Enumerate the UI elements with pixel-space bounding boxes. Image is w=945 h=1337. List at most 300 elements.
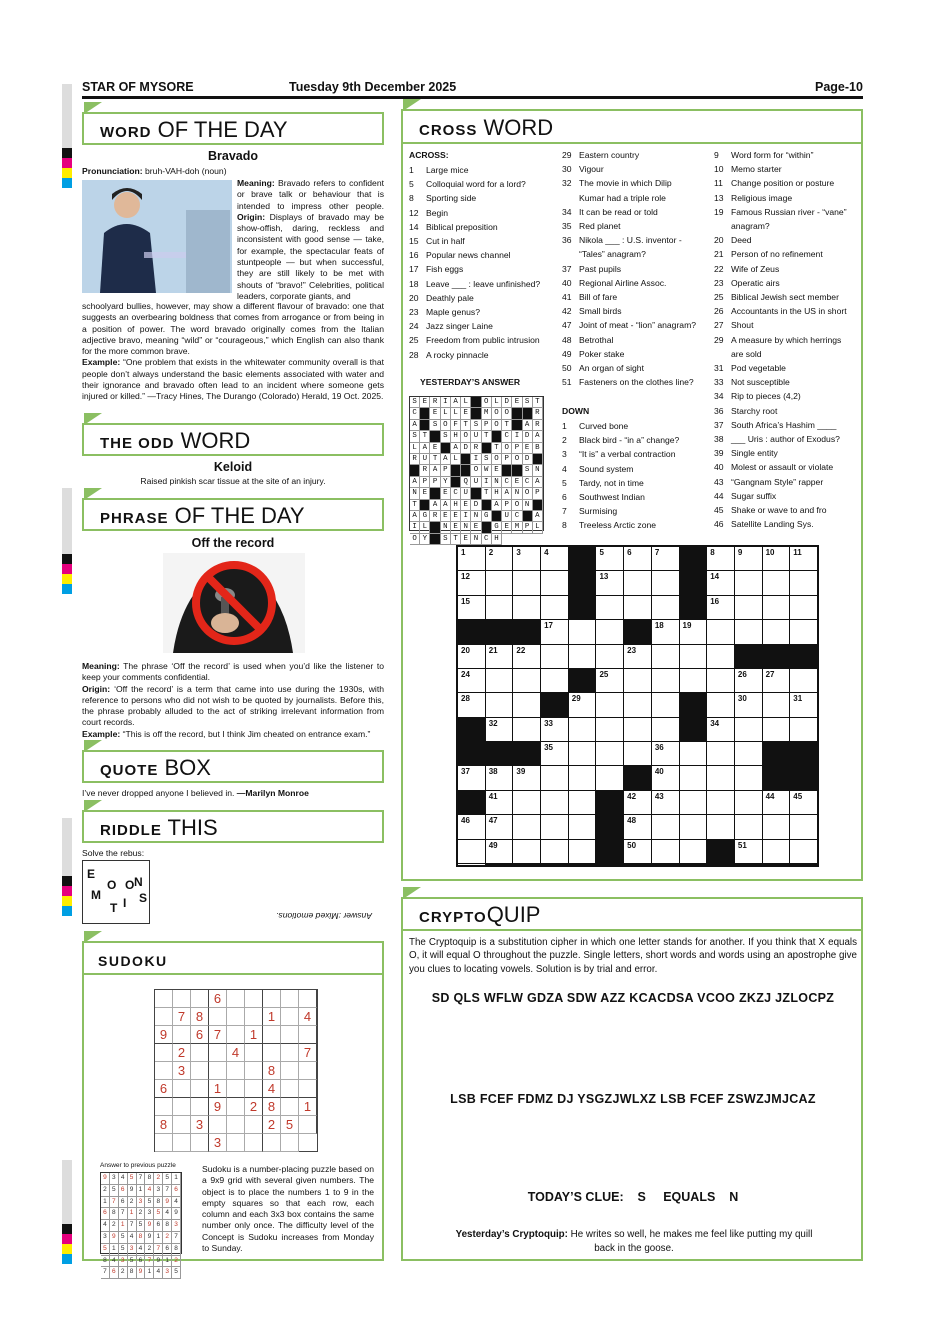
crossword-cell[interactable] (513, 596, 540, 619)
sudoku-cell[interactable] (173, 1134, 191, 1152)
answer-cell: S (410, 397, 420, 408)
sudoku-cell[interactable] (155, 990, 173, 1008)
sudoku-cell[interactable] (227, 1026, 245, 1044)
sudoku-cell[interactable] (191, 1134, 209, 1152)
crossword-cell[interactable] (513, 791, 540, 814)
crossword-black-cell (680, 547, 707, 570)
crossword-cell[interactable] (569, 645, 596, 668)
clue-text: Nikola ___ : U.S. inventor - (579, 235, 682, 246)
crossword-cell[interactable] (541, 571, 568, 594)
answer-cell: A (451, 443, 461, 454)
sudoku-cell[interactable] (191, 1080, 209, 1098)
crossword-cell[interactable] (596, 766, 623, 789)
crossword-cell[interactable] (541, 669, 568, 692)
answer-cell: A (410, 477, 420, 488)
crossword-cell[interactable] (735, 766, 762, 789)
crossword-cell[interactable]: 42 (624, 791, 651, 814)
crossword-cell[interactable] (541, 791, 568, 814)
print-registration-marks (62, 84, 72, 188)
crossword-cell[interactable] (569, 840, 596, 863)
crossword-cell[interactable]: 24 (458, 669, 485, 692)
sudoku-cell[interactable] (173, 1026, 191, 1044)
crossword-cell[interactable]: 28 (458, 693, 485, 716)
answer-cell: R (533, 420, 543, 431)
sudoku-cell[interactable] (263, 1044, 281, 1062)
crossword-cell[interactable] (707, 815, 734, 838)
clue-number: 8 (409, 193, 414, 204)
clue-number: 48 (562, 334, 572, 345)
sudoku-cell[interactable]: 9 (209, 1098, 227, 1116)
crossword-cell[interactable] (680, 791, 707, 814)
prev-sudoku-cell: 2 (172, 1256, 181, 1268)
sudoku-cell[interactable]: 6 (209, 990, 227, 1008)
crossword-cell[interactable] (569, 766, 596, 789)
crossword-cell[interactable] (596, 718, 623, 741)
clue-item (562, 176, 712, 190)
crossword-cell[interactable] (541, 645, 568, 668)
crossword-cell[interactable]: 27 (763, 669, 790, 692)
sudoku-cell[interactable] (155, 1134, 173, 1152)
crossword-cell[interactable] (707, 693, 734, 716)
crossword-cell[interactable]: 12 (458, 571, 485, 594)
crossword-cell[interactable]: 16 (707, 596, 734, 619)
sudoku-cell[interactable] (245, 1062, 263, 1080)
crossword-cell[interactable]: 10 (763, 547, 790, 570)
crossword-cell[interactable]: 39 (513, 766, 540, 789)
crossword-black-cell (624, 620, 651, 643)
crossword-cell[interactable] (790, 669, 817, 692)
odd-word-meaning: Raised pinkish scar tissue at the site of an injury. (140, 476, 326, 486)
sudoku-cell[interactable]: 2 (263, 1116, 281, 1134)
sudoku-cell[interactable] (299, 1080, 317, 1098)
crossword-black-cell (763, 645, 790, 668)
sudoku-cell[interactable] (209, 1116, 227, 1134)
sudoku-cell[interactable] (281, 1026, 299, 1044)
sudoku-cell[interactable] (245, 1044, 263, 1062)
crossword-cell[interactable] (624, 693, 651, 716)
clue-text: Vigour (579, 164, 604, 175)
answer-black-cell (533, 454, 543, 465)
crossword-cell[interactable] (513, 815, 540, 838)
crossword-cell[interactable]: 21 (486, 645, 513, 668)
prev-sudoku-cell: 7 (163, 1185, 172, 1197)
sudoku-cell[interactable] (263, 1134, 281, 1152)
sudoku-cell[interactable]: 8 (155, 1116, 173, 1134)
clue-number: 40 (714, 462, 724, 473)
crossword-cell[interactable]: 41 (486, 791, 513, 814)
sudoku-cell[interactable] (245, 1008, 263, 1026)
crossword-cell[interactable] (707, 742, 734, 765)
sudoku-cell[interactable] (299, 1062, 317, 1080)
crossword-cell[interactable] (596, 693, 623, 716)
crossword-cell[interactable]: 32 (486, 718, 513, 741)
crossword-cell[interactable] (790, 620, 817, 643)
crossword-cell[interactable] (735, 571, 762, 594)
sudoku-cell[interactable] (245, 1080, 263, 1098)
clue-item (562, 247, 712, 261)
crossword-cell[interactable] (486, 596, 513, 619)
sudoku-cell[interactable] (281, 1098, 299, 1116)
sudoku-cell[interactable] (173, 1116, 191, 1134)
sudoku-cell[interactable]: 3 (209, 1134, 227, 1152)
crossword-cell[interactable]: 8 (707, 547, 734, 570)
crossword-cell[interactable] (680, 742, 707, 765)
sudoku-cell[interactable] (191, 1062, 209, 1080)
answer-black-cell (430, 488, 440, 499)
crossword-cell[interactable] (735, 620, 762, 643)
answer-cell: Y (420, 534, 430, 545)
crossword-black-cell (458, 620, 485, 643)
section-title-prefix: CROSS (419, 122, 478, 139)
answer-cell: L (451, 408, 461, 419)
sudoku-cell[interactable]: 3 (191, 1116, 209, 1134)
clue-text: Maple genus? (426, 307, 480, 318)
crossword-cell[interactable] (624, 596, 651, 619)
crossword-cell[interactable] (763, 718, 790, 741)
crossword-cell[interactable] (569, 815, 596, 838)
sudoku-cell[interactable] (209, 1062, 227, 1080)
prev-sudoku-cell: 9 (137, 1267, 146, 1279)
crossword-cell[interactable] (763, 840, 790, 863)
crossword-cell[interactable] (680, 840, 707, 863)
answer-cell: M (482, 408, 492, 419)
crossword-cell[interactable]: 9 (735, 547, 762, 570)
prev-sudoku-cell: 2 (101, 1185, 110, 1197)
section-title: WORD (477, 115, 554, 140)
answer-cell: P (512, 443, 522, 454)
clue-number: 36 (562, 235, 572, 246)
crossword-cell[interactable] (735, 791, 762, 814)
sudoku-cell[interactable] (281, 1062, 299, 1080)
across-label: ACROSS: (409, 150, 449, 160)
sudoku-cell[interactable]: 5 (281, 1116, 299, 1134)
sudoku-cell[interactable] (155, 1044, 173, 1062)
crossword-cell[interactable] (790, 815, 817, 838)
answer-black-cell (512, 465, 522, 476)
clue-text: The movie in which Dilip (579, 178, 672, 189)
crossword-cell[interactable] (763, 571, 790, 594)
rebus-letter: O (107, 878, 117, 892)
clue-number: 5 (409, 179, 414, 190)
crossword-cell[interactable] (790, 718, 817, 741)
clue-text: Tardy, not in time (579, 477, 644, 488)
sudoku-cell[interactable] (227, 1062, 245, 1080)
sudoku-cell[interactable] (281, 1008, 299, 1026)
answer-cell: T (430, 454, 440, 465)
sudoku-cell[interactable] (227, 990, 245, 1008)
crossword-cell[interactable] (680, 669, 707, 692)
sudoku-cell[interactable] (245, 1116, 263, 1134)
crossword-cell[interactable] (486, 693, 513, 716)
yesterday-cryptoquip-label: Yesterday’s Cryptoquip: (455, 1229, 568, 1240)
sudoku-cell[interactable]: 8 (263, 1062, 281, 1080)
crossword-cell[interactable] (652, 571, 679, 594)
crossword-cell[interactable] (680, 766, 707, 789)
clue-item (409, 191, 559, 205)
clue-text: Starchy root (731, 405, 778, 416)
crossword-cell[interactable] (707, 645, 734, 668)
sudoku-cell[interactable]: 7 (173, 1008, 191, 1026)
crossword-cell[interactable] (541, 766, 568, 789)
clue-item (714, 290, 859, 304)
crossword-cell[interactable] (569, 791, 596, 814)
crossword-cell[interactable] (513, 840, 540, 863)
crossword-cell[interactable]: 47 (486, 815, 513, 838)
prev-sudoku-cell: 9 (163, 1197, 172, 1209)
sudoku-cell[interactable] (299, 990, 317, 1008)
clue-item (714, 347, 859, 361)
crossword-cell[interactable] (707, 791, 734, 814)
sudoku-cell[interactable] (299, 1026, 317, 1044)
sudoku-cell[interactable]: 2 (245, 1098, 263, 1116)
crossword-cell[interactable]: 17 (541, 620, 568, 643)
sudoku-cell[interactable] (155, 1062, 173, 1080)
answer-cell: N (410, 488, 420, 499)
crossword-cell[interactable]: 35 (541, 742, 568, 765)
crossword-cell[interactable] (624, 571, 651, 594)
example-label: Example: (82, 728, 121, 739)
clue-item (409, 348, 559, 362)
sudoku-cell[interactable] (245, 1134, 263, 1152)
crossword-cell[interactable] (763, 596, 790, 619)
crossword-cell[interactable] (763, 815, 790, 838)
crossword-cell[interactable]: 18 (652, 620, 679, 643)
sudoku-cell[interactable] (227, 1080, 245, 1098)
crossword-cell[interactable] (596, 596, 623, 619)
crossword-cell[interactable]: 23 (624, 645, 651, 668)
answer-cell: N (512, 488, 522, 499)
crossword-cell[interactable] (458, 840, 485, 863)
crossword-cell[interactable]: 30 (735, 693, 762, 716)
crossword-cell[interactable]: 5 (596, 547, 623, 570)
crossword-cell[interactable] (569, 620, 596, 643)
crossword-cell[interactable]: 31 (790, 693, 817, 716)
prev-sudoku-cell: 9 (145, 1232, 154, 1244)
answer-cell: D (502, 397, 512, 408)
crossword-cell[interactable] (790, 596, 817, 619)
crossword-cell[interactable] (624, 669, 651, 692)
crossword-cell[interactable]: 29 (569, 693, 596, 716)
crossword-cell[interactable]: 49 (486, 840, 513, 863)
crossword-cell[interactable]: 46 (458, 815, 485, 838)
crossword-cell[interactable] (541, 815, 568, 838)
clue-item (409, 177, 559, 191)
crossword-cell[interactable] (735, 596, 762, 619)
crossword-cell[interactable]: 45 (790, 791, 817, 814)
crossword-cell[interactable]: 48 (624, 815, 651, 838)
crossword-cell[interactable] (624, 718, 651, 741)
sudoku-cell[interactable]: 4 (227, 1044, 245, 1062)
sudoku-cell[interactable] (155, 1098, 173, 1116)
sudoku-cell[interactable] (227, 1008, 245, 1026)
clue-number: 17 (409, 264, 419, 275)
sudoku-cell[interactable] (173, 990, 191, 1008)
crossword-cell[interactable]: 19 (680, 620, 707, 643)
crossword-cell[interactable] (458, 864, 485, 865)
crossword-cell[interactable] (735, 718, 762, 741)
sudoku-cell[interactable] (281, 1134, 299, 1152)
crossword-cell[interactable] (707, 766, 734, 789)
sudoku-cell[interactable]: 6 (191, 1026, 209, 1044)
crossword-cell[interactable] (569, 718, 596, 741)
crossword-cell[interactable] (486, 571, 513, 594)
answer-cell: A (533, 511, 543, 522)
sudoku-cell[interactable] (281, 1080, 299, 1098)
clue-text: Pod vegetable (731, 363, 786, 374)
crossword-cell[interactable] (652, 693, 679, 716)
answer-cell: L (533, 522, 543, 533)
sudoku-cell[interactable]: 8 (263, 1098, 281, 1116)
crossword-cell[interactable] (680, 645, 707, 668)
sudoku-cell[interactable] (227, 1098, 245, 1116)
crossword-cell[interactable] (513, 693, 540, 716)
crossword-cell[interactable]: 2 (486, 547, 513, 570)
crossword-cell[interactable] (513, 571, 540, 594)
sudoku-cell[interactable] (191, 1044, 209, 1062)
rebus-letter: T (110, 901, 118, 915)
crossword-cell[interactable] (624, 742, 651, 765)
sudoku-cell[interactable]: 1 (209, 1080, 227, 1098)
crossword-cell[interactable]: 20 (458, 645, 485, 668)
crossword-cell[interactable] (735, 815, 762, 838)
sudoku-cell[interactable] (191, 1098, 209, 1116)
crossword-cell[interactable] (486, 669, 513, 692)
crossword-cell[interactable]: 40 (652, 766, 679, 789)
crossword-cell[interactable] (680, 815, 707, 838)
crossword-cell[interactable] (763, 620, 790, 643)
crossword-cell[interactable] (652, 596, 679, 619)
crossword-cell[interactable] (707, 669, 734, 692)
clue-item (714, 404, 859, 418)
sudoku-cell[interactable]: 1 (263, 1008, 281, 1026)
answer-black-cell (410, 465, 420, 476)
crossword-cell[interactable]: 43 (652, 791, 679, 814)
sudoku-cell[interactable] (281, 990, 299, 1008)
crossword-cell[interactable] (707, 620, 734, 643)
crossword-cell[interactable]: 34 (707, 718, 734, 741)
crossword-cell[interactable] (652, 840, 679, 863)
sudoku-cell[interactable] (299, 1116, 317, 1134)
crossword-cell[interactable] (596, 742, 623, 765)
sudoku-cell[interactable] (245, 990, 263, 1008)
crossword-cell[interactable]: 50 (624, 840, 651, 863)
sudoku-cell[interactable]: 2 (173, 1044, 191, 1062)
answer-cell: O (512, 500, 522, 511)
answer-cell: L (492, 397, 502, 408)
crossword-cell[interactable] (513, 669, 540, 692)
crossword-cell[interactable]: 11 (790, 547, 817, 570)
crossword-cell[interactable]: 33 (541, 718, 568, 741)
prev-sudoku-cell: 7 (101, 1267, 110, 1279)
sudoku-cell[interactable] (281, 1044, 299, 1062)
answer-cell: A (533, 477, 543, 488)
crossword-cell[interactable] (790, 571, 817, 594)
answer-cell: D (461, 443, 471, 454)
crossword-cell[interactable] (596, 620, 623, 643)
clue-text: Poker stake (579, 348, 625, 359)
sudoku-cell[interactable]: 1 (299, 1098, 317, 1116)
crossword-cell[interactable]: 36 (652, 742, 679, 765)
answer-black-cell (482, 522, 492, 533)
sudoku-cell[interactable] (191, 990, 209, 1008)
sudoku-cell[interactable] (263, 990, 281, 1008)
answer-cell: R (533, 408, 543, 419)
sudoku-cell[interactable] (263, 1026, 281, 1044)
clue-number: 4 (562, 463, 567, 474)
clue-item (714, 318, 859, 332)
crossword-cell[interactable]: 7 (652, 547, 679, 570)
sudoku-cell[interactable]: 7 (209, 1026, 227, 1044)
crossword-cell[interactable] (790, 840, 817, 863)
crossword-cell[interactable]: 51 (735, 840, 762, 863)
sudoku-cell[interactable]: 3 (173, 1062, 191, 1080)
sudoku-grid[interactable] (154, 989, 318, 1152)
clue-text: Popular news channel (426, 250, 511, 261)
sudoku-cell[interactable]: 9 (155, 1026, 173, 1044)
crossword-cell[interactable]: 15 (458, 596, 485, 619)
sudoku-cell[interactable] (173, 1098, 191, 1116)
crossword-cell[interactable]: 26 (735, 669, 762, 692)
answer-cell: H (451, 500, 461, 511)
crossword-cell[interactable] (569, 742, 596, 765)
answer-cell: E (461, 500, 471, 511)
crossword-cell[interactable] (596, 645, 623, 668)
crossword-cell[interactable]: 6 (624, 547, 651, 570)
crossword-cell[interactable] (652, 669, 679, 692)
sudoku-cell[interactable] (227, 1134, 245, 1152)
crossword-cell[interactable]: 44 (763, 791, 790, 814)
sudoku-cell[interactable] (155, 1008, 173, 1026)
prev-sudoku-cell: 8 (172, 1244, 181, 1256)
crossword-cell[interactable] (513, 718, 540, 741)
crossword-cell[interactable] (541, 840, 568, 863)
sudoku-cell[interactable]: 4 (299, 1008, 317, 1026)
sudoku-cell[interactable] (227, 1116, 245, 1134)
sudoku-cell[interactable]: 7 (299, 1044, 317, 1062)
crossword-cell[interactable] (652, 645, 679, 668)
sudoku-cell[interactable]: 4 (263, 1080, 281, 1098)
crossword-cell[interactable] (541, 596, 568, 619)
clue-number: 28 (409, 349, 419, 360)
crossword-cell[interactable]: 37 (458, 766, 485, 789)
crossword-cell[interactable] (735, 742, 762, 765)
crossword-cell[interactable]: 4 (541, 547, 568, 570)
sudoku-cell[interactable]: 1 (245, 1026, 263, 1044)
sudoku-cell[interactable] (209, 1044, 227, 1062)
answer-cell: E (420, 397, 430, 408)
crossword-cell[interactable]: 25 (596, 669, 623, 692)
crossword-cell[interactable]: 14 (707, 571, 734, 594)
answer-cell: C (451, 488, 461, 499)
sudoku-cell[interactable]: 6 (155, 1080, 173, 1098)
crossword-cell[interactable]: 1 (458, 547, 485, 570)
sudoku-cell[interactable]: 8 (191, 1008, 209, 1026)
answer-cell: T (451, 534, 461, 545)
crossword-cell[interactable] (652, 718, 679, 741)
crossword-cell[interactable] (763, 693, 790, 716)
crossword-cell[interactable]: 38 (486, 766, 513, 789)
answer-cell: E (471, 522, 481, 533)
crossword-cell[interactable]: 22 (513, 645, 540, 668)
crossword-cell[interactable]: 3 (513, 547, 540, 570)
crossword-cell[interactable] (652, 815, 679, 838)
sudoku-cell[interactable] (173, 1080, 191, 1098)
clue-text: Accountants in the US in short (731, 306, 847, 317)
sudoku-cell[interactable] (209, 1008, 227, 1026)
prev-sudoku-cell: 4 (163, 1208, 172, 1220)
crossword-grid[interactable] (456, 545, 819, 867)
crossword-cell[interactable]: 13 (596, 571, 623, 594)
